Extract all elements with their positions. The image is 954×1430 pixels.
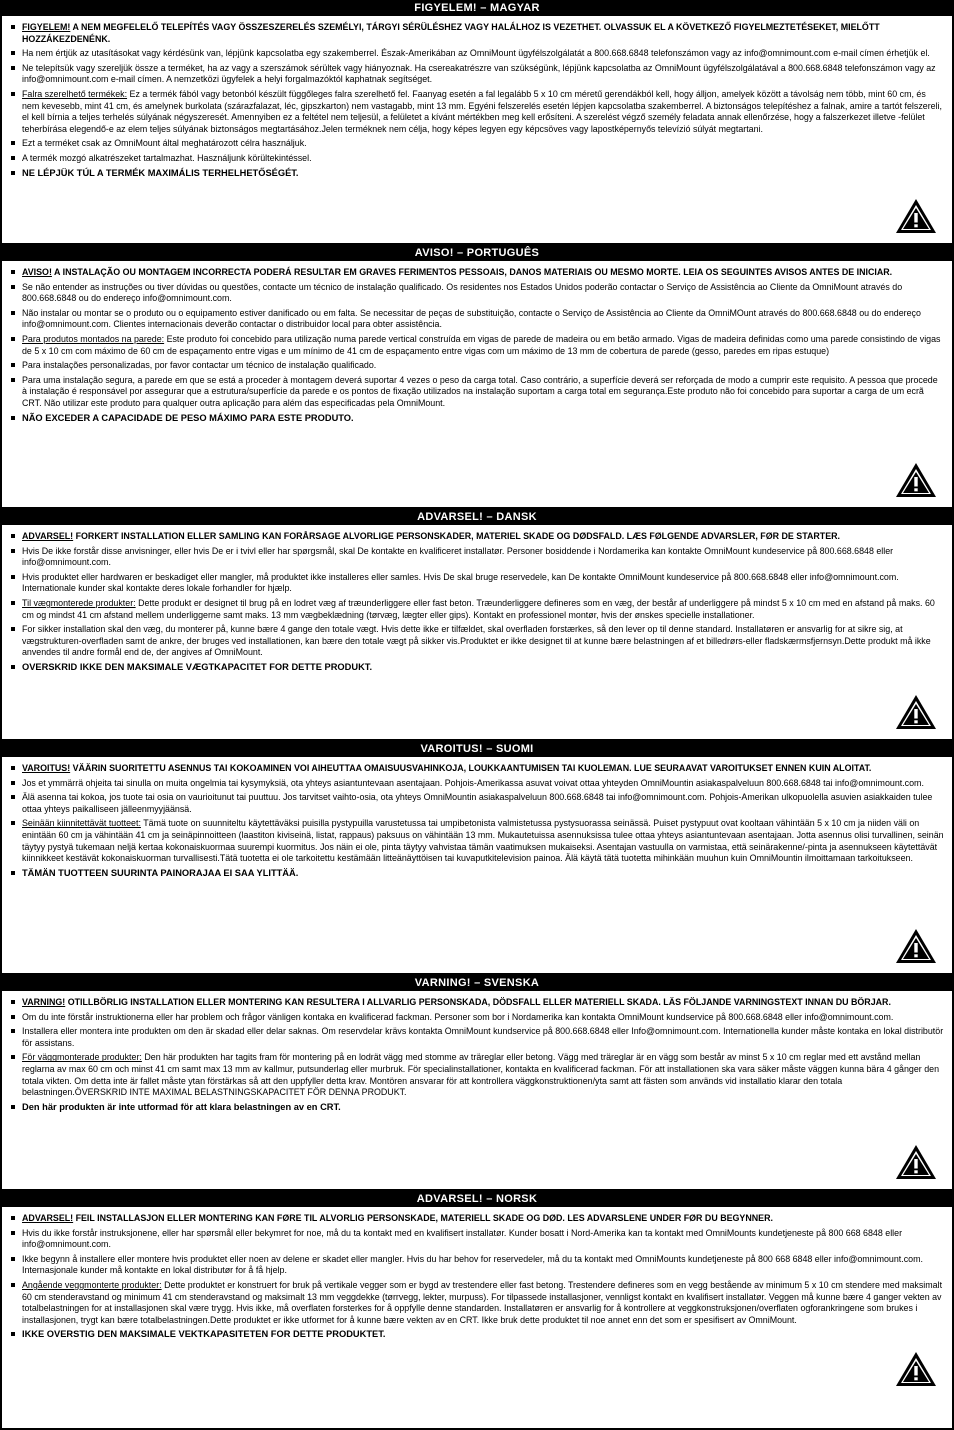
warning-text: IKKE OVERSTIG DEN MAKSIMALE VEKTKAPASITETEN FOR DETTE PRODUKTET.: [22, 1329, 386, 1340]
warning-item: [10, 792, 944, 815]
warning-lead: Til vægmonterede produkter:: [22, 597, 136, 608]
warning-text: VÄÄRIN SUORITETTU ASENNUS TAI KOKOAMINEN VOI AIHEUTTAA OMAISUUSVAHINKOJA, LOUKKAANTUMISEN TAI KUOLEMAN. LUE SEURAAVAT VAROITUKSET ENNEN KUIN ALOITAT.: [70, 763, 872, 773]
warning-text: Dette produktet er konstruert for bruk på vertikale vegger som er bygd av trestendere eller fast betong. Trestendere defineres som en vegg bestående av minimum 5 x 10 cm stendere med maksimalt 60 cm stenderavstand og minimum 41 cm stenderavstand og maksimalt 13 mm veggdekke (tørrvegg, lekter, murpuss). For tilpassede installasjoner, vennligst kontakt en kvalifisert installatør. Veggen må kunne bære 4 ganger vekten av totalbelastningen for at installasjonen skal være trygg. Hvis ikke, må overflaten forsterkes for å oppfylle denne standarden. Installatøren er ansvarlig for å kontrollere at veggkonstruksjonen/overflaten ogforankringene som brukes i installasjonen, trygt kan bære totalbelastningen.Dette produktet er ikke utformet for å kunne bære vekten av en CRT. Ikke bruk dette produktet til noe annet enn det som er spesifisert av OmniMount.: [22, 1279, 943, 1325]
warning-item: [10, 531, 944, 543]
warning-item: [10, 334, 944, 357]
warning-item: [10, 1026, 944, 1049]
section-hungarian: [0, 0, 954, 245]
section-header: ADVARSEL! – NORSK: [2, 1191, 952, 1207]
warning-text: Om du inte förstår instruktionerna eller har problem och frågor vänligen kontaka en kvalificerad fackman. Personer som bor i Nordamerika kan kontakta OmniMount kundservice på 800.668.6848 eller info@omnimount.com.: [22, 1011, 894, 1022]
warning-item: [10, 1102, 944, 1114]
warning-text: Hvis du ikke forstår instruksjonene, eller har spørsmål eller bekymret for noe, må du ta kontakt med en kvalifisert installatør. Kunder bosatt i Nord-Amerika kan ta kontakt med OmniMounts kundetjeneste på 800 668 6848 eller info@omnimount.com.: [22, 1227, 903, 1250]
warning-item: [10, 138, 944, 150]
warning-text: NÃO EXCEDER A CAPACIDADE DE PESO MÁXIMO PARA ESTE PRODUTO.: [22, 412, 354, 423]
warning-item: [10, 1012, 944, 1024]
warning-item: [10, 308, 944, 331]
warning-item: [10, 1228, 944, 1251]
warning-text: Ezt a terméket csak az OmniMount által meghatározott célra használjuk.: [22, 138, 307, 149]
warning-text: Ikke begynn å installere eller montere hvis produktet eller noen av delene er skadet eller mangler. Hvis du har behov for reservedeler, må du ta kontakt med OmniMounts kundetjeneste på 800 668 6848 eller info@omnimount.com. Internasjonale kunder må kontakte en lokal distributør for å få hjelp.: [22, 1253, 923, 1276]
warning-lead: VARNING!: [22, 997, 66, 1007]
section-header: VAROITUS! – SUOMI: [2, 741, 952, 757]
section-header: AVISO! – PORTUGUÊS: [2, 245, 952, 261]
warning-item: [10, 1052, 944, 1098]
warning-triangle-icon: [894, 1143, 938, 1181]
warning-item: [10, 997, 944, 1009]
section-header: FIGYELEM! – MAGYAR: [2, 0, 952, 16]
warning-text: For sikker installation skal den væg, du monterer på, kunne bære 4 gange den totale vægt. Hvis dette ikke er tilfældet, skal overfladen forstærkes, så den lever op til denne standard. Installatøren er ansvarlig for at sikre sig, at vægstrukturen-overfladen samt de ankre, der bruges ved installationen, kan bære den totale vægt på sikker vis.Produktet er ikke designet til at kunne bære belastningen af et billedrørs-eller fladskærmsfjernsyn.Dette produkt må ikke anvendes til andre formål end de, der angives af OmniMount.: [22, 624, 931, 658]
warning-item: [10, 63, 944, 86]
warning-text: A termék mozgó alkatrészeket tartalmazhat. Használjunk körültekintéssel.: [22, 152, 312, 163]
section-portuguese: [0, 245, 954, 509]
warning-text: Hvis produktet eller hardwaren er beskadiget eller mangler, må produktet ikke installeres eller samles. Hvis De skal bruge reservedele, kan De kontakte OmniMount kundeservice på 800.668.6848 eller info@omnimount.com. Internationale kunder skal kontakte deres lokale forhandler for hjælp.: [22, 571, 899, 594]
warning-item: [10, 624, 944, 659]
warning-text: Dette produkt er designet til brug på en lodret væg af træunderliggere eller fast beton. Træunderliggere defineres som en væg, der består af underliggere på mindst 5 x 10 cm med en afstand på maks. 60 cm og mindst 41 cm afstand mellem underliggerne samt maks. 13 mm vægbeklædning (tørvæg, lægter eller gips). Kontakt en professionel montør, hvis der ønskes specielle installationer.: [22, 597, 935, 620]
warning-item: [10, 360, 944, 372]
warning-text: TÄMÄN TUOTTEEN SUURINTA PAINORAJAA EI SAA YLITTÄÄ.: [22, 867, 299, 878]
warning-text: Ne telepítsük vagy szereljük össze a terméket, ha az vagy a szerszámok sérültek vagy hiányoznak. Ha csereakatrészre van szükségünk, lépjünk kapcsolatba az OmniMount ügyfélszolgálatával a 800.668.6848 telefonszámon vagy az info@omnimount.com e-mail címen. A nemzetközi ügyfelek a helyi forgalmazóktól kaphatnak segítséget.: [22, 62, 936, 85]
section-finnish: [0, 741, 954, 975]
warning-text: Hvis De ikke forstår disse anvisninger, eller hvis De er i tvivl eller har spørgsmål, skal De kontakte en kvalificeret installatør. Personer bosiddende i Nordamerika kan kontakte OmniMount kundeservice på 800.668.6848 eller info@omnimount.com.: [22, 545, 894, 568]
section-header: VARNING! – SVENSKA: [2, 975, 952, 991]
warning-text: NE LÉPJÜK TÚL A TERMÉK MAXIMÁLIS TERHELHETŐSÉGÉT.: [22, 167, 299, 178]
warning-lead: VAROITUS!: [22, 763, 71, 773]
warning-text: Para instalações personalizadas, por favor contactar um técnico de instalação qualificado.: [22, 360, 377, 371]
warning-lead: ADVARSEL!: [22, 1213, 74, 1223]
warning-list: [2, 757, 952, 879]
warning-text: Não instalar ou montar se o produto ou o equipamento estiver danificado ou em falta. Se necessitar de peças de substituição, contacte o Serviço de Assistência ao Cliente da OmniMOunt através do 800.668.6848 ou do endereço info@omnimount.com. Clientes internacionais deverão contactar o distribuidor local para obter assistência.: [22, 307, 921, 330]
warning-item: [10, 868, 944, 880]
warning-text: Ez a termék fából vagy betonból készült függőleges falra szerelhető fel. Faanyag esetén a fal legalább 5 x 10 cm méretű gerendákból kell, hogy álljon, amelyek között a távolság nem több, mint 60 cm, és nem kevesebb, mint 41 cm, és amelynek burkolata (szárazfalazat, léc, gipszkarton) nem vastagabb, mint 13 mm. Egyéni felszerelés esetén lépjen kapcsolatba szakemberrel. A biztonságos telepítéshez a falnak, amire a tartót felszereli, el kell bírnia a teljes terhelés súlyának négyszeresét. Amennyiben ez a feltétel nem teljesül, a felületet a kívánt mértékben meg kell erősíteni. A szerelést végző személy feladata annak ellenőrzése, hogy a falszerkezet illetve -felület teherbírása elegendő-e az elem teljes súlyának biztonságos megtartásához.Jelen terméknek nem célja, hogy képes legyen egy képcsöves vagy lapostképernyős televízió súlyát megtartani.: [22, 88, 943, 134]
warning-text: Ha nem értjük az utasításokat vagy kérdésünk van, lépjünk kapcsolatba egy szakemberrel. Észak-Amerikában az OmniMount ügyfélszolgálatát a 800.668.6848 telefonszámon vagy az info@omnimount.com e-mail címen érhetjük el.: [22, 48, 930, 59]
warning-text: OTILLBÖRLIG INSTALLATION ELLER MONTERING KAN RESULTERA I ALLVARLIG PERSONSKADA, DÖDSFALL ELLER MATERIELL SKADA. LÄS FÖLJANDE VARNINGSTEXT INNAN DU BÖRJAR.: [65, 997, 891, 1007]
warning-triangle-icon: [894, 461, 938, 499]
warning-list: [2, 261, 952, 424]
warning-triangle-icon: [894, 927, 938, 965]
warning-item: [10, 763, 944, 775]
section-swedish: [0, 975, 954, 1191]
warning-text: Para uma instalação segura, a parede em que se está a proceder à montagem deverá suportar 4 vezes o peso da carga total. Caso contrário, a superfície deverá ser reforçada de modo a cumprir este requisito. A pessoa que procede à instalação é responsável por assegurar que a estrutura/superfície da parede e os pontos de fixação utilizados na instalação suportam a carga total em segurança.Este produto não foi concebido para suportar a carga de um ecrã CRT. Não utilizar este produto para qualquer outra aplicação para além das especificadas pela OmniMount.: [22, 374, 938, 408]
warning-text: Este produto foi concebido para utilização numa parede vertical construída em vigas de parede de madeira ou em betão armado. Vigas de madeira definidas como uma parede consistindo de vigas de 5 x 10 cm com máximo de 60 cm de espaçamento entre vigas e um mínimo de 41 cm de espaçamento entre vigas com um máximo de 13 mm de cobertura de parede (gesso, paredes em ripas estuque): [22, 333, 941, 356]
warning-text: FORKERT INSTALLATION ELLER SAMLING KAN FORÅRSAGE ALVORLIGE PERSONSKADER, MATERIEL SKADE OG DØDSFALD. LÆS FØLGENDE ADVARSLER, FØR DE STARTER.: [73, 531, 840, 541]
warning-item: [10, 778, 944, 790]
warning-triangle-icon: [894, 1350, 938, 1388]
warning-item: [10, 1329, 944, 1341]
warning-lead: FIGYELEM!: [22, 22, 71, 32]
warning-item: [10, 282, 944, 305]
warning-list: [2, 991, 952, 1113]
warning-text: Jos et ymmärrä ohjeita tai sinulla on muita ongelmia tai kysymyksiä, ota yhteys asiantuntevaan asentajaan. Pohjois-Amerikassa asuvat voivat ottaa yhteyden OmniMountin asiakaspalveluun 800.668.6848 tai info@omnimount.com.: [22, 777, 924, 788]
section-norwegian: [0, 1191, 954, 1430]
warning-item: [10, 572, 944, 595]
warning-item: [10, 662, 944, 674]
warning-item: [10, 153, 944, 165]
warning-item: [10, 1254, 944, 1277]
warning-item: [10, 89, 944, 135]
warning-text: Tämä tuote on suunniteltu käytettäväksi puisilla pystypuilla varustetussa tai umpibetonista valmistetussa pystysuorassa seinässä. Puiset pystypuut ovat kooltaan vähintään 5 x 10 cm ja niiden väli on enintään 60 cm ja vähintään 41 cm ja seinäpinnoitteen (laastiton kiviseinä, listat, rappaus) paksuus on vähintään 13 mm. Mukautetuissa asennuksissa tulee ottaa yhteys asiantuntevaan asentajaan. Jotta asennus olisi turvallinen, seinän täytyy pystyä tukemaan neljä kertaa kokonaiskuormaa suurempi kuormitus. Jos näin ei ole, pinta täytyy vahvistaa tämän vaatimuksen mukaiseksi. Asentajan vastuulla on varmistaa, että seinärakenne/-pinta ja asennukseen käytettävät kiinnikkeet kestävät kokonaiskuorman turvallisesti.Tätä tuotetta ei ole tarkoitettu kestämään litteänäyttöisen tai kuvaputkitelevision painoa. Älä käytä tätä tuotetta mihinkään muuhun kuin OmniMountin ilmoittamaan tarkoitukseen.: [22, 818, 944, 864]
warning-text: Den här produkten har tagits fram för montering på en lodrät vägg med stomme av träreglar eller betong. Vägg med träreglar är en vägg som består av minst 5 x 10 cm reglar med ett avstånd mellan reglarna av max 60 cm och minst 41 cm samt max 13 mm av kallmur, putsunderlag eller murbruk. För specialinstallationer, kontakta en kvalificerad fackman. För att installationen ska vara säker måste väggen kunna bära 4 gånger den totala vikten. Om detta inte är fallet måste ytan förstärkas så att den uppfyller detta krav. Montören ansvarar för att kontrollera väggkonstruktionen/yta samt att fästen som används vid installatio klarar den totala belastningen.ÖVERSKRID INTE MAXIMAL BELASTNINGSKAPACITET FÖR DENNA PRODUKT.: [22, 1052, 940, 1098]
warning-lead: ADVARSEL!: [22, 531, 74, 541]
section-header: ADVARSEL! – DANSK: [2, 509, 952, 525]
warning-item: [10, 267, 944, 279]
warning-item: [10, 598, 944, 621]
warning-text: OVERSKRID IKKE DEN MAKSIMALE VÆGTKAPACITET FOR DETTE PRODUKT.: [22, 661, 373, 672]
warning-lead: Para produtos montados na parede:: [22, 333, 165, 344]
warning-triangle-icon: [894, 693, 938, 731]
warning-list: [2, 525, 952, 674]
warning-text: Se não entender as instruções ou tiver dúvidas ou questões, contacte um técnico de instalação qualificado. Os residentes nos Estados Unidos poderão contactar o Serviço de Assistência ao Cliente da OmniMount através do 800.668.6848 ou do endereço info@omnimount.com.: [22, 281, 903, 304]
warning-lead: AVISO!: [22, 267, 52, 277]
warning-list: [2, 16, 952, 179]
warning-lead: För väggmonterade produkter:: [22, 1052, 142, 1063]
warning-item: [10, 1213, 944, 1225]
warning-text: A NEM MEGFELELŐ TELEPÍTÉS VAGY ÖSSZESZERELÉS SZEMÉLYI, TÁRGYI SÉRÜLÉSHEZ VAGY HALÁLHOZ IS VEZETHET. OLVASSUK EL A KÖVETKEZŐ FIGYELMEZTETÉSEKET, MIELŐTT HOZZÁKEZDENÉNK.: [22, 22, 880, 44]
warning-item: [10, 818, 944, 864]
warning-lead: Falra szerelhető termékek:: [22, 88, 128, 99]
warning-lead: Seinään kiinnitettävät tuotteet:: [22, 818, 141, 829]
warning-lead: Angående veggmonterte produkter:: [22, 1279, 162, 1290]
warning-item: [10, 168, 944, 180]
warning-list: [2, 1207, 952, 1341]
warning-item: [10, 546, 944, 569]
warning-item: [10, 22, 944, 45]
warning-item: [10, 48, 944, 60]
warning-text: A INSTALAÇÃO OU MONTAGEM INCORRECTA PODERÁ RESULTAR EM GRAVES FERIMENTOS PESSOAIS, DANOS MATERIAIS OU MESMO MORTE. LEIA OS SEGUINTES AVISOS ANTES DE INICIAR.: [51, 267, 893, 277]
warning-triangle-icon: [894, 197, 938, 235]
warning-text: Den här produkten är inte utformad för att klara belastningen av en CRT.: [22, 1101, 341, 1112]
warning-text: Älä asenna tai kokoa, jos tuote tai osia on vaurioitunut tai puuttuu. Jos tarvitset vaihto-osia, ota yhteys OmniMountin asiakaspalveluun 800.668.6848 tai info@omnimount.com. Pohjois-Amerikan ulkopuolella asuvien asiakkaiden tulee ottaa yhteys paikalliseen jälleenmyyjäänsä.: [22, 792, 933, 814]
warning-item: [10, 413, 944, 425]
section-danish: [0, 509, 954, 741]
warning-item: [10, 1280, 944, 1326]
warning-item: [10, 375, 944, 410]
warning-text: FEIL INSTALLASJON ELLER MONTERING KAN FØRE TIL ALVORLIG PERSONSKADE, MATERIELL SKADE OG DØD. LES ADVARSLENE UNDER FØR DU BEGYNNER.: [73, 1213, 773, 1223]
warning-text: Installera eller montera inte produkten om den är skadad eller delar saknas. Om reservdelar krävs kontakta OmniMount kundservice på 800.668.6848 eller Info@omnimount.com. Internationella kunder måste kontaka en lokal distributör för assistans.: [22, 1026, 944, 1048]
